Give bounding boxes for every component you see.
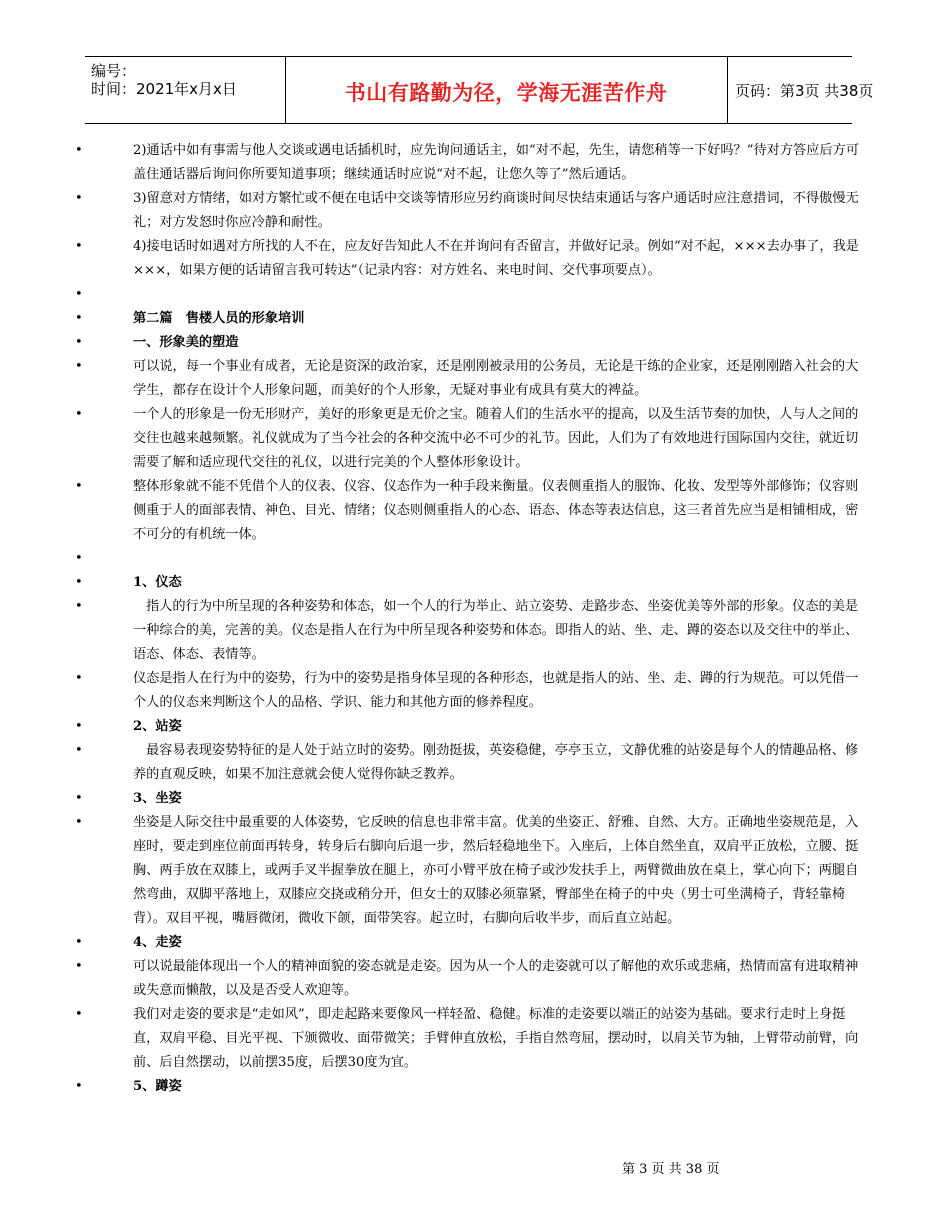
list-item	[75, 1075, 865, 1099]
paragraph-text: 3)留意对方情绪，如对方繁忙或不便在电话中交谈等情形应另约商谈时间尽快结束通话与客户通话时应注意措词，不得傲慢无礼；对方发怒时你应冷静和耐性。	[133, 191, 859, 230]
date-label: 时间：2021年x月x日	[91, 80, 237, 98]
list-item	[75, 667, 865, 715]
list-item	[75, 283, 865, 307]
bullet-icon: •	[75, 1079, 83, 1094]
bullet-icon: •	[75, 335, 83, 350]
paragraph-text: 可以说，每一个事业有成者，无论是资深的政治家，还是刚刚被录用的公务员，无论是干练的企业家，还是刚刚踏入社会的大学生，都存在设计个人形象问题，而美好的个人形象，无疑对事业有成具有莫大的裨益。	[133, 359, 859, 398]
bullet-icon: •	[75, 479, 83, 494]
list-item	[75, 547, 865, 571]
list-item	[75, 403, 865, 475]
list-item	[75, 931, 865, 955]
list-item	[75, 955, 865, 1003]
bullet-icon: •	[75, 959, 83, 974]
list-item	[75, 355, 865, 403]
bullet-icon: •	[75, 359, 83, 374]
list-item	[75, 1003, 865, 1075]
page-header	[85, 56, 874, 124]
list-item	[75, 715, 865, 739]
list-item	[75, 811, 865, 931]
header-motto-cell	[285, 57, 728, 123]
section-heading: 3、坐姿	[133, 791, 182, 806]
bullet-icon: •	[75, 287, 83, 302]
paragraph-text: 指人的行为中所呈现的各种姿势和体态，如一个人的行为举止、站立姿势、走路步态、坐姿优美等外部的形象。仪态的美是一种综合的美，完善的美。仪态是指人在行为中所呈现各种姿势和体态。即指人的站、坐、走、蹲的姿态以及交往中的举止、语态、体态、表情等。	[133, 599, 859, 662]
list-item	[75, 475, 865, 547]
bullet-icon: •	[75, 239, 83, 254]
section-heading: 2、站姿	[133, 719, 182, 734]
bullet-icon: •	[75, 791, 83, 806]
section-heading: 一、形象美的塑造	[133, 335, 239, 350]
bullet-icon: •	[75, 599, 83, 614]
paragraph-text: 最容易表现姿势特征的是人处于站立时的姿势。刚劲挺拔，英姿稳健，亭亭玉立，文静优雅的站姿是每个人的情趣品格、修养的直观反映，如果不加注意就会使人觉得你缺乏教养。	[133, 743, 859, 782]
header-page-cell	[727, 57, 874, 123]
list-item	[75, 595, 865, 667]
bullet-icon: •	[75, 311, 83, 326]
bullet-icon: •	[75, 743, 83, 758]
paragraph-text: 一个人的形象是一份无形财产，美好的形象更是无价之宝。随着人们的生活水平的提高，以及生活节奏的加快，人与人之间的交往也越来越频繁。礼仪就成为了当今社会的各种交流中必不可少的礼节。因此，人们为了有效地进行国际国内交往，就近切需要了解和适应现代交往的礼仪，以进行完美的个人整体形象设计。	[133, 407, 859, 470]
bullet-icon: •	[75, 407, 83, 422]
motto: 书山有路勤为径，学海无涯苦作舟	[344, 81, 668, 105]
paragraph-text: 坐姿是人际交往中最重要的人体姿势，它反映的信息也非常丰富。优美的坐姿正、舒雅、自然、大方。正确地坐姿规范是，入座时，要走到座位前面再转身，转身后右脚向后退一步，然后轻稳地坐下。入座后，上体自然坐直，双肩平正放松，立腰、挺胸、两手放在双膝上，或两手叉半握拳放在腿上，亦可小臂平放在椅子或沙发扶手上，两臂微曲放在桌上，掌心向下；两腿自然弯曲，双脚平落地上，双膝应交挠或稍分开，但女士的双膝必须靠紧，臀部坐在椅子的中央（男士可坐满椅子，背轻靠椅背）。双目平视，嘴唇微闭，微收下颌，面带笑容。起立时，右脚向后收半步，而后直立站起。	[133, 815, 859, 926]
serial-label: 编号：	[91, 62, 137, 80]
bullet-icon: •	[75, 575, 83, 590]
paragraph-text: 我们对走姿的要求是“走如风”，即走起路来要像风一样轻盈、稳健。标准的走姿要以端正的站姿为基础。要求行走时上身挺直，双肩平稳、目光平视、下颁微收、面带微笑；手臂伸直放松，手指自然弯屈，摆动时，以肩关节为轴，上臂带动前臂，向前、后自然摆动，以前摆35度，后摆30度为宜。	[133, 1007, 859, 1070]
list-item	[75, 139, 865, 187]
bullet-icon: •	[75, 815, 83, 830]
paragraph-text: 可以说最能体现出一个人的精神面貌的姿态就是走姿。因为从一个人的走姿就可以了解他的欢乐或悲痛，热情而富有进取精神或失意而懒散，以及是否受人欢迎等。	[133, 959, 859, 998]
page-footer: 第 3 页 共 38 页	[622, 1162, 720, 1177]
list-item	[75, 307, 865, 331]
list-item	[75, 235, 865, 283]
bullet-icon: •	[75, 935, 83, 950]
paragraph-text: 整体形象就不能不凭借个人的仪表、仪容、仪态作为一种手段来衡量。仪表侧重指人的服饰、化妆、发型等外部修饰；仪容则侧重于人的面部表情、神色、目光、情绪；仪态则侧重指人的心态、语态、体态等表达信息，这三者首先应当是相铺相成，密不可分的有机统一体。	[133, 479, 859, 542]
section-heading: 5、蹲姿	[133, 1079, 182, 1094]
bullet-icon: •	[75, 143, 83, 158]
list-item	[75, 187, 865, 235]
paragraph-text: 仪态是指人在行为中的姿势，行为中的姿势是指身体呈现的各种形态，也就是指人的站、坐、走、蹲的行为规范。可以凭借一个人的仪态来判断这个人的品格、学识、能力和其他方面的修养程度。	[133, 671, 859, 710]
list-item	[75, 331, 865, 355]
paragraph-text: 4)接电话时如遇对方所找的人不在，应友好告知此人不在并询问有否留言，并做好记录。例如“对不起，×××去办事了，我是×××，如果方便的话请留言我可转达”（记录内容：对方姓名、来电时间、交代事项要点）。	[133, 239, 859, 278]
section-heading: 1、仪态	[133, 575, 182, 590]
bullet-icon: •	[75, 551, 83, 566]
section-heading: 第二篇 售楼人员的形象培训	[133, 311, 305, 326]
bullet-icon: •	[75, 1007, 83, 1022]
bullet-icon: •	[75, 191, 83, 206]
section-heading: 4、走姿	[133, 935, 182, 950]
document-body	[75, 139, 865, 1099]
paragraph-text: 2)通话中如有事需与他人交谈或遇电话插机时，应先询问通话主，如“对不起，先生，请您稍等一下好吗？”待对方答应后方可盖住通话器后询问你所要知道事项；继续通话时应说“对不起，让您久等了”然后通话。	[133, 143, 859, 182]
list-item	[75, 787, 865, 811]
list-item	[75, 571, 865, 595]
list-item	[75, 739, 865, 787]
bullet-icon: •	[75, 671, 83, 686]
page-info: 页码：第3页 共38页	[735, 82, 874, 100]
header-info-cell	[85, 57, 286, 123]
bullet-icon: •	[75, 719, 83, 734]
